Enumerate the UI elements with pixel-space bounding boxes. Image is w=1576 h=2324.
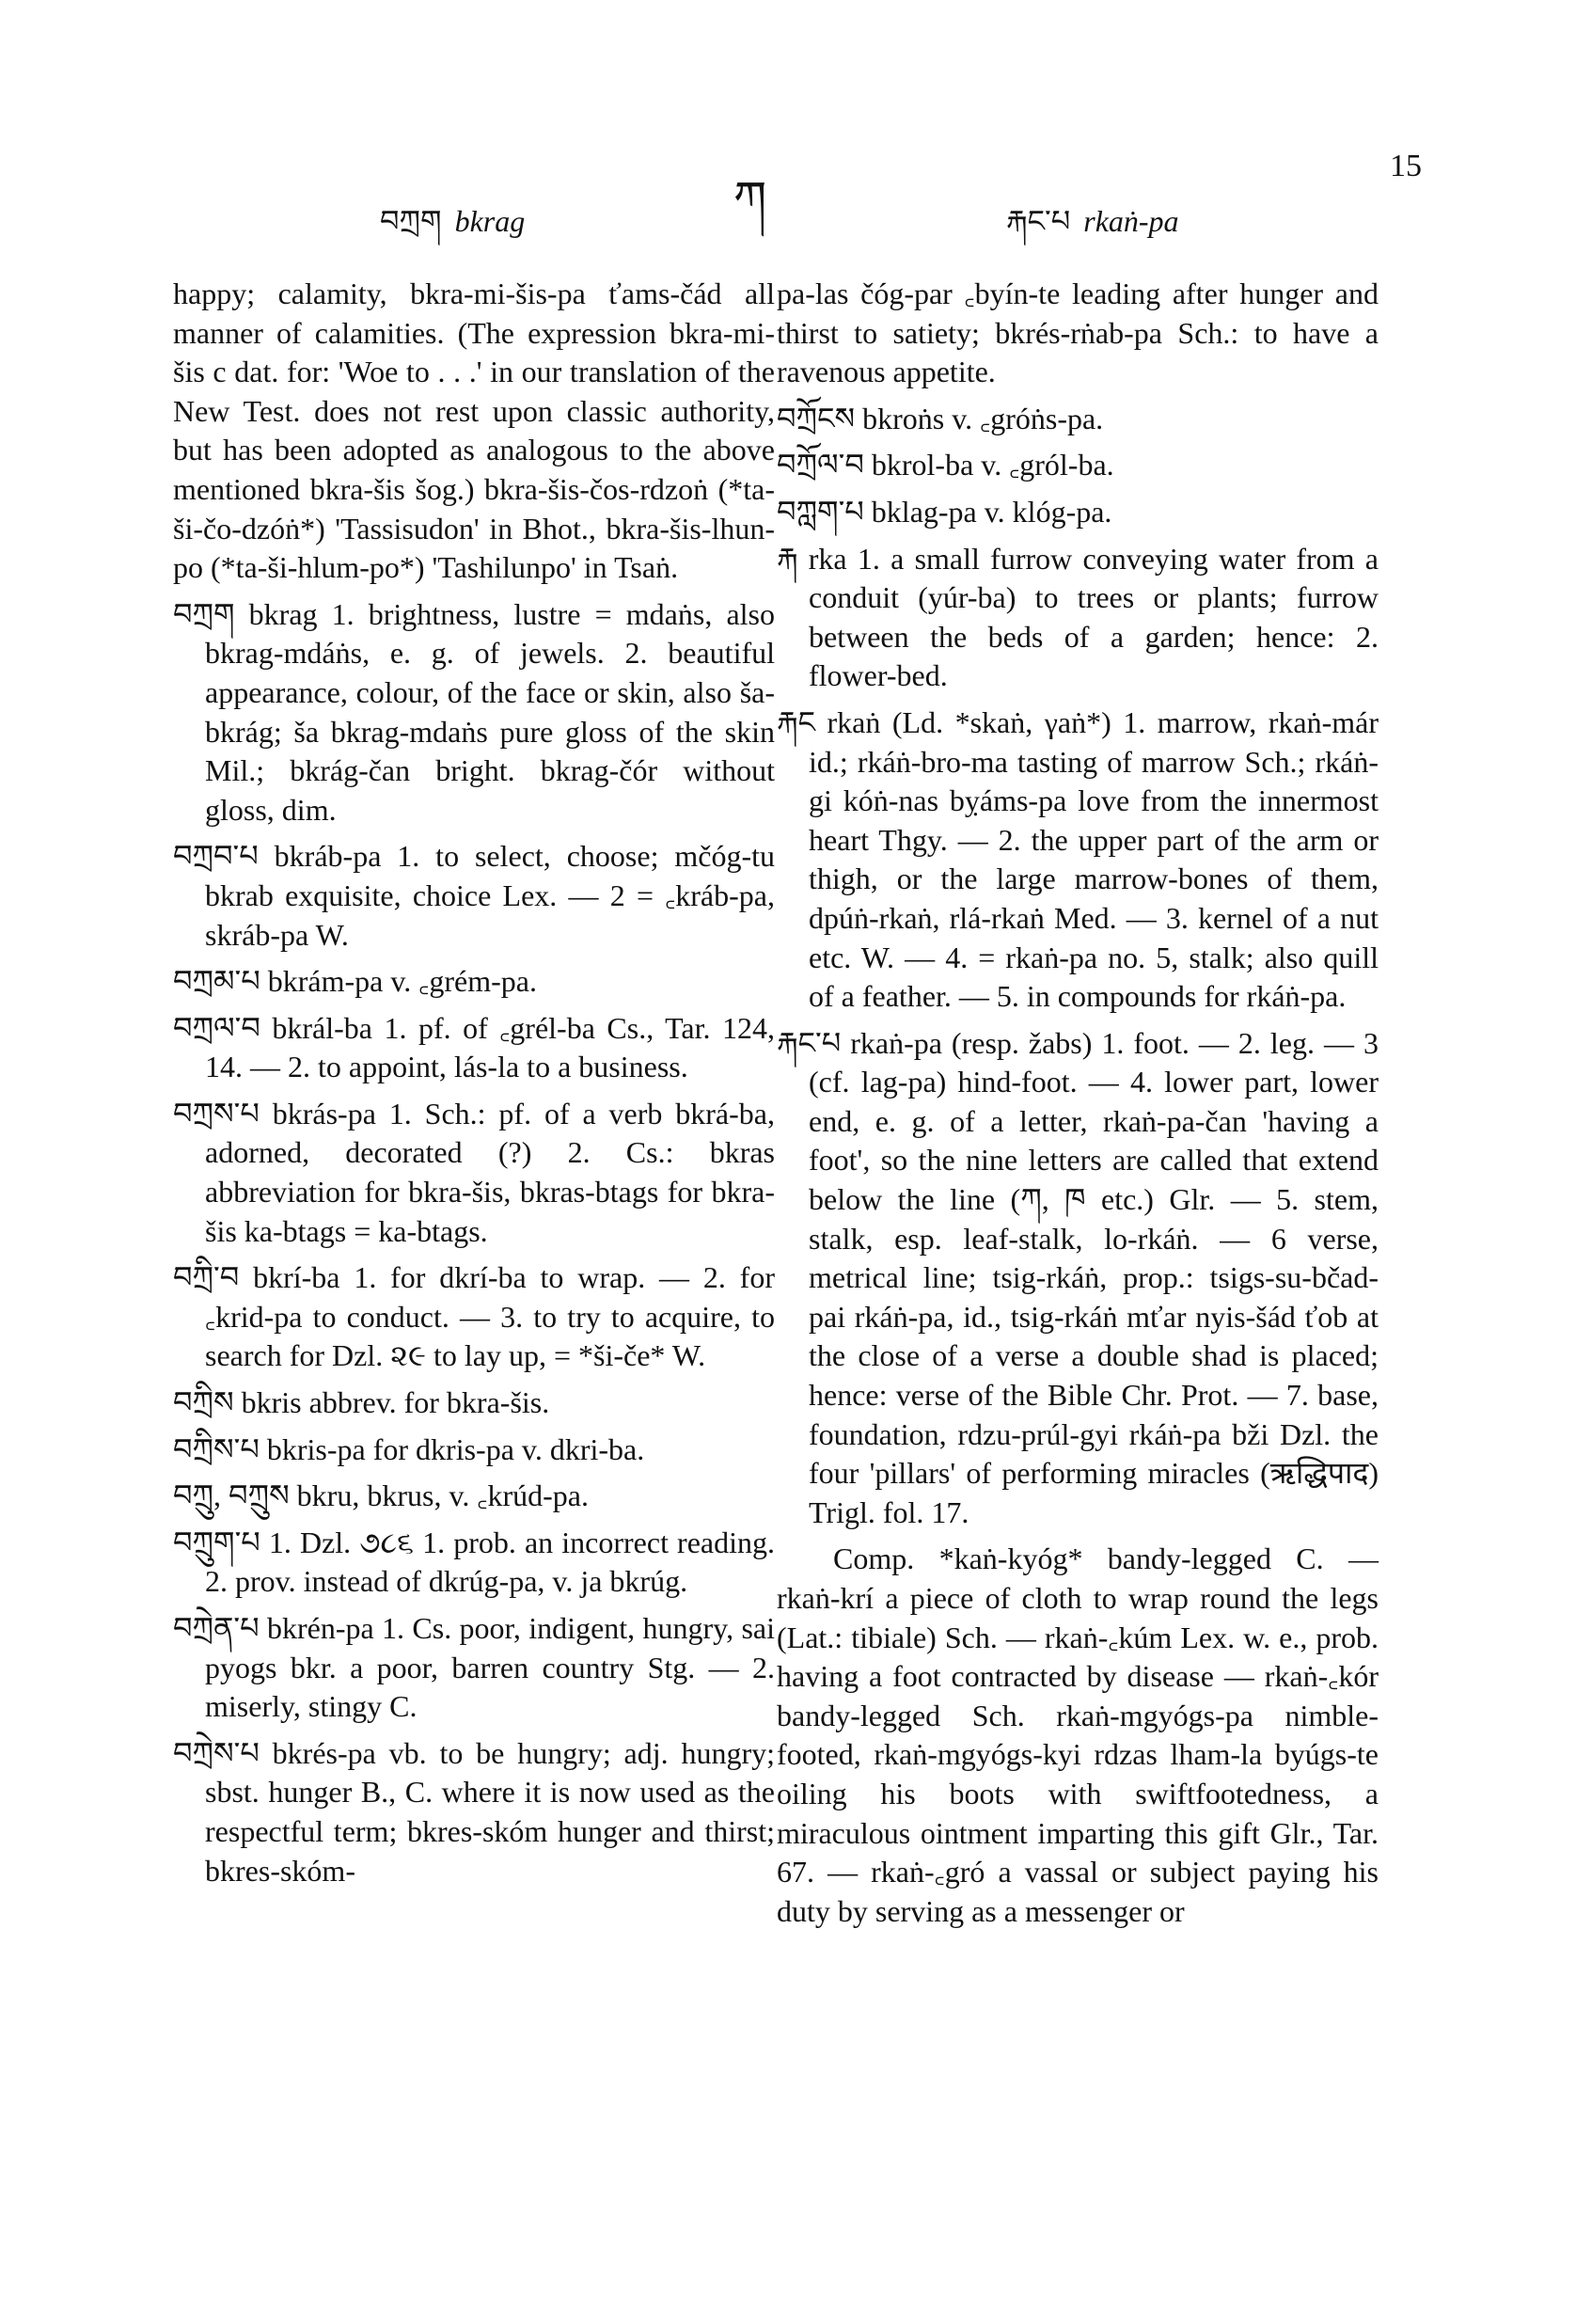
header-right-transliteration: rkaṅ-pa: [1083, 204, 1179, 238]
dictionary-entry: pa-las čóg-par ꜀byín-te leading after hunger and thirst to satiety; bkrés-rṅab-pa Sch.: to have a ravenous appetite.: [777, 277, 1379, 389]
header-left-transliteration: bkrag: [454, 204, 526, 238]
dictionary-entry: བཀྲིས་པ bkris-pa for dkris-pa v. dkri-ba.: [173, 1431, 645, 1466]
dictionary-entry: བཀྲོངས bkroṅs v. ꜀gróṅs-pa.: [777, 401, 1104, 435]
dictionary-entry: བཀྲལ་བ bkrál-ba 1. pf. of ꜀grél-ba Cs., Tar. 124, 14. — 2. to appoint, lás-la to a business.: [173, 1010, 775, 1084]
dictionary-entry: རྐང་པ rkaṅ-pa (resp. žabs) 1. foot. — 2. leg. — 3 (cf. lag-pa) hind-foot. — 4. lower part, lower end, e. g. of a letter, rkaṅ-pa-čan 'having a foot', so the nine letters are called that extend below the line (ཀ, ཁ etc.) Glr. — 5. stem, stalk, esp. leaf-stalk, lo-rkáṅ. — 6 verse, metrical line; tsig-rkáṅ, prop.: tsigs-su-bčad-pai rkáṅ-pa, id., tsig-rkáṅ mťar nyis-šád ťob at the close of a verse a double shad is placed; hence: verse of the Bible Chr. Prot. — 7. base, foundation, rdzu-prúl-gyi rkáṅ-pa bži Dzl. the four 'pillars' of performing miracles (ऋद्धिपाद) Trigl. fol. 17.: [777, 1025, 1379, 1529]
dictionary-entry: རྐང rkaṅ (Ld. *skaṅ, γaṅ*) 1. marrow, rkaṅ-már id.; rkáṅ-bro-ma tasting of marrow Sch.; rkáṅ-gi kóṅ-nas bỵáms-pa love from the innermost heart Thgy. — 2. the upper part of the arm or thigh, or the large marrow-bones of them, dpúṅ-rkaṅ, rlá-rkaṅ Med. — 3. kernel of a nut etc. W. — 4. = rkaṅ-pa no. 5, stalk; also quill of a feather. — 5. in compounds for rkáṅ-pa.: [777, 704, 1379, 1014]
dictionary-entry: བཀྲུག་པ 1. Dzl. ૭૮૬ 1. prob. an incorrect reading. 2. prov. instead of dkrúg-pa, v. ja bkrúg.: [173, 1525, 775, 1599]
running-header: [0, 141, 1576, 239]
dictionary-entry: བཀྲིས bkris abbrev. for bkra-šis.: [173, 1385, 550, 1420]
dictionary-entry: བཀྲེས་པ bkrés-pa vb. to be hungry; adj. hungry; sbst. hunger B., C. where it is now used as the respectful term; bkres-skóm hunger and thirst; bkres-skóm-: [173, 1735, 775, 1888]
header-right-guide-word: [1006, 188, 1179, 273]
dictionary-entry: happy; calamity, bkra-mi-šis-pa ťams-čád all manner of calamities. (The expression bkra-mi-šis c dat. for: 'Woe to . . .' in our translation of the New Test. does not rest upon classic authority, but has been adopted as analogous to the above mentioned bkra-šis šog.) bkra-šis-čos-rdzoṅ (*ta-ši-čo-dzóṅ*) 'Tassisudon' in Bhot., bkra-šis-lhun-po (*ta-ši-hlum-po*) 'Tashilunpo' in Tsaṅ.: [173, 277, 775, 585]
dictionary-entry: བཀྲབ་པ bkráb-pa 1. to select, choose; mčóg-tu bkrab exquisite, choice Lex. — 2 = ꜀kráb-pa, skráb-pa W.: [173, 839, 775, 952]
dictionary-entry: བཀླག་པ bklag-pa v. klóg-pa.: [777, 494, 1112, 529]
dictionary-entry: Comp. *kaṅ-kyóg* bandy-legged C. — rkaṅ-krí a piece of cloth to wrap round the legs (Lat.: tibiale) Sch. — rkaṅ-꜀kúm Lex. w. e., prob. having a foot contracted by disease — rkaṅ-꜀kór bandy-legged Sch. rkaṅ-mgyógs-pa nimble-footed, rkaṅ-mgyógs-kyi rdzas lham-la byúgs-te oiling his boots with swiftfootedness, a miraculous ointment imparting this gift Glr., Tar. 67. — rkaṅ-꜀gró a vassal or subject paying his duty by serving as a messenger or: [777, 1541, 1379, 1928]
dictionary-entry: བཀྲས་པ bkrás-pa 1. Sch.: pf. of a verb bkrá-ba, adorned, decorated (?) 2. Cs.: bkras abbreviation for bkra-šis, bkras-btags for bkra-šis ka-btags = ka-btags.: [173, 1096, 775, 1248]
header-left-guide-word: [380, 188, 525, 273]
dictionary-entry: བཀྲེན་པ bkrén-pa 1. Cs. poor, indigent, hungry, sai pyogs bkr. a poor, barren country Stg. — 2. miserly, stingy C.: [173, 1611, 775, 1724]
dictionary-entry: བཀྲོལ་བ bkrol-ba v. ꜀gról-ba.: [777, 448, 1114, 482]
dictionary-entry: བཀྲི་བ bkrí-ba 1. for dkrí-ba to wrap. — 2. for ꜀krid-pa to conduct. — 3. to try to acquire, to search for Dzl. ૨૯ to lay up, = *ši-če* W.: [173, 1260, 775, 1373]
dictionary-entry: བཀྲམ་པ bkrám-pa v. ꜀grém-pa.: [173, 964, 537, 999]
left-column: [173, 275, 775, 1890]
header-left-tibetan: བཀྲག: [380, 203, 442, 239]
right-column: [777, 275, 1379, 1931]
page-number: 15: [1390, 149, 1422, 183]
dictionary-entry: རྐ rka 1. a small furrow conveying water from a conduit (yúr-ba) to trees or plants; furrow between the beds of a garden; hence: 2. flower-bed.: [777, 541, 1379, 693]
header-right-tibetan: རྐང་པ: [1006, 203, 1071, 239]
dictionary-entry: བཀྲུ, བཀྲུས bkru, bkrus, v. ꜀krúd-pa.: [173, 1478, 589, 1513]
dictionary-entry: བཀྲག bkrag 1. brightness, lustre = mdaṅs, also bkrag-mdáṅs, e. g. of jewels. 2. beautiful appearance, colour, of the face or skin, also ša-bkrág; ša bkrag-mdaṅs pure gloss of the skin Mil.; bkrág-čan bright. bkrag-čór without gloss, dim.: [173, 596, 775, 827]
header-section-letter: ཀ: [733, 171, 767, 226]
